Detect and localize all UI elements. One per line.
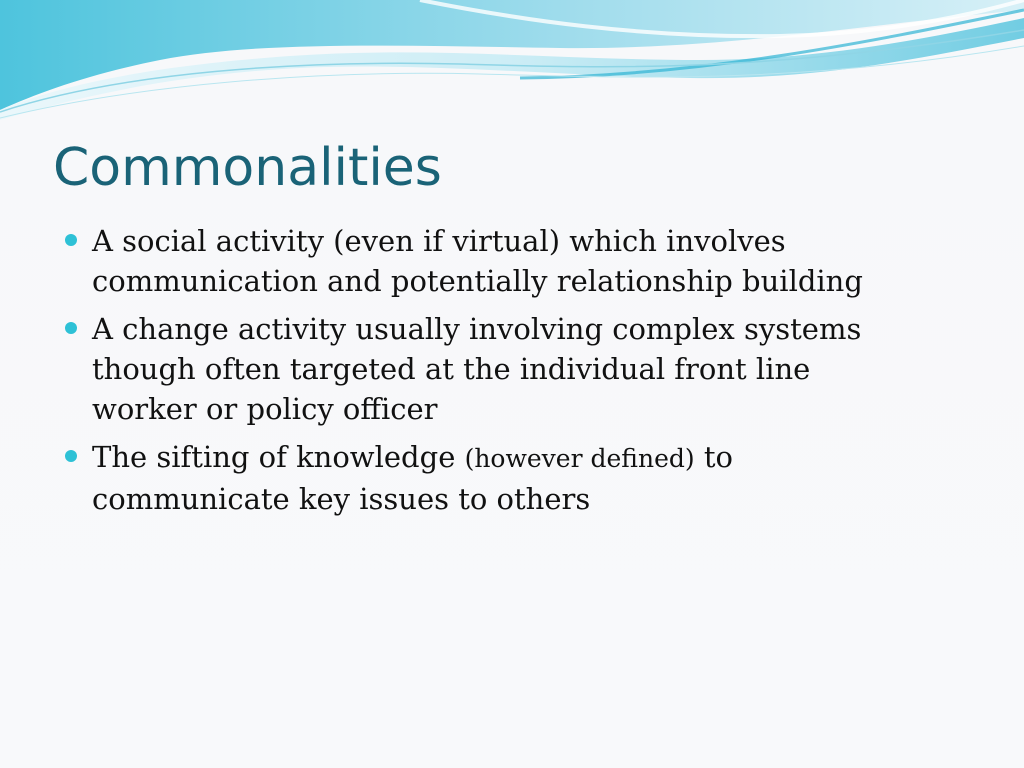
bullet-item [63, 221, 963, 301]
bullet-line: A social activity (even if virtual) which involves [92, 224, 786, 258]
bullet-text-prefix: The sifting of knowledge [92, 440, 465, 474]
bullet-line [92, 437, 963, 479]
bullet-item [63, 437, 963, 519]
bullet-dot-icon [65, 234, 77, 246]
bullet-text-parenthetical: (however defined) [464, 444, 695, 473]
bullet-list [63, 221, 963, 527]
bullet-line: communicate key issues to others [92, 482, 591, 516]
bullet-line: communication and potentially relationship building [92, 264, 863, 298]
bullet-text-suffix: to [694, 440, 733, 474]
bullet-line: A change activity usually involving complex systems [92, 312, 862, 346]
slide-title: Commonalities [53, 138, 442, 198]
header-wave-decoration [0, 0, 1024, 130]
bullet-line: worker or policy officer [92, 392, 438, 426]
bullet-dot-icon [65, 450, 77, 462]
bullet-item [63, 309, 963, 429]
bullet-dot-icon [65, 322, 77, 334]
bullet-line: though often targeted at the individual front line [92, 352, 811, 386]
